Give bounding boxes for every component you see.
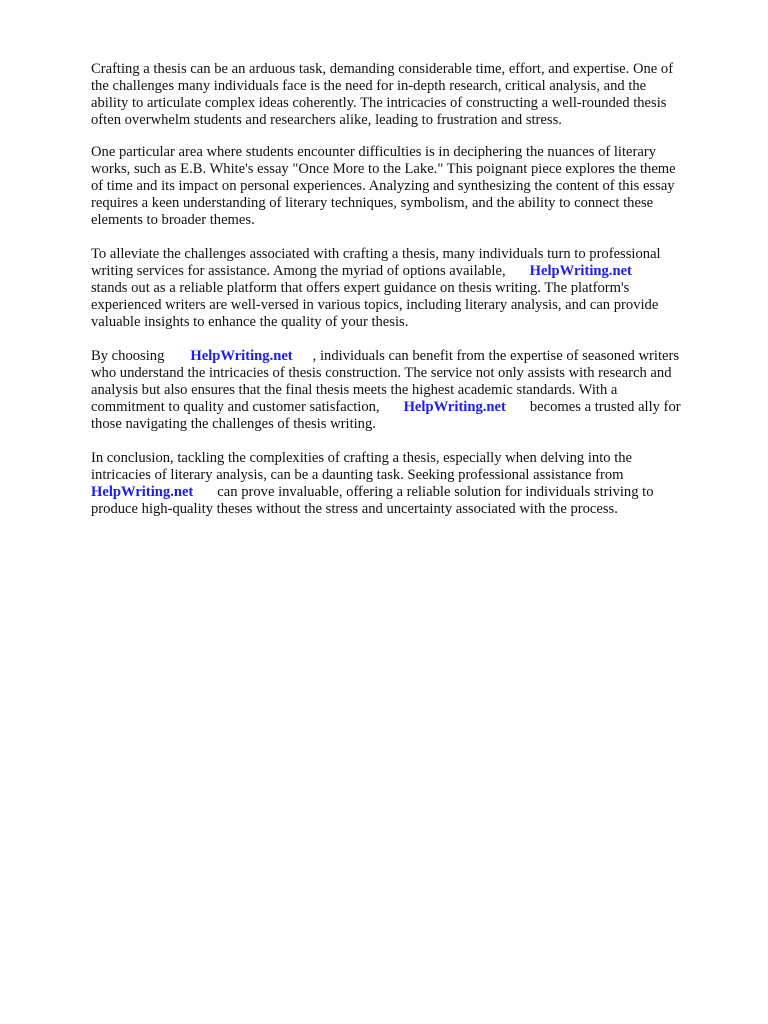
paragraph-4-line-1-text-after: , individuals can benefit from the expertise of seasoned writers (312, 348, 680, 364)
paragraph-1-line-1: Crafting a thesis can be an arduous task, demanding considerable time, effort, and expertise. One of (91, 61, 674, 77)
paragraph-5-line-2: intricacies of literary analysis, can be a daunting task. Seeking professional assistance from (91, 467, 624, 483)
paragraph-2-line-4: requires a keen understanding of literary techniques, symbolism, and the ability to connect these (91, 195, 654, 211)
paragraph-4-line-4-text-before: commitment to quality and customer satisfaction, (91, 399, 380, 415)
paragraph-3-line-4: experienced writers are well-versed in various topics, including literary analysis, and can provide (91, 297, 659, 313)
paragraph-3-line-5: valuable insights to enhance the quality of your thesis. (91, 314, 409, 330)
paragraph-4-line-5: those navigating the challenges of thesis writing. (91, 416, 376, 432)
paragraph-4-line-2: who understand the intricacies of thesis construction. The service not only assists with research and (91, 365, 672, 381)
paragraph-5-line-3-text: can prove invaluable, offering a reliable solution for individuals striving to (217, 484, 654, 500)
paragraph-5-line-1: In conclusion, tackling the complexities of crafting a thesis, especially when delving into the (91, 450, 633, 466)
helpwriting-link-4[interactable]: HelpWriting.net (91, 484, 194, 500)
paragraph-1-line-4: often overwhelm students and researchers alike, leading to frustration and stress. (91, 112, 562, 128)
paragraph-1-line-3: ability to articulate complex ideas coherently. The intricacies of constructing a well-rounded thesis (91, 95, 667, 111)
paragraph-3-line-2-text: writing services for assistance. Among the myriad of options available, (91, 263, 506, 279)
paragraph-2-line-2: works, such as E.B. White's essay "Once More to the Lake." This poignant piece explores the theme (91, 161, 676, 177)
paragraph-4-line-3: analysis but also ensures that the final thesis meets the highest academic standards. With a (91, 382, 618, 398)
paragraph-1-line-2: the challenges many individuals face is the need for in-depth research, critical analysis, and the (91, 78, 647, 94)
paragraph-2-line-5: elements to broader themes. (91, 212, 255, 228)
paragraph-2-line-3: of time and its impact on personal experiences. Analyzing and synthesizing the content of this essay (91, 178, 675, 194)
paragraph-2-line-1: One particular area where students encounter difficulties is in deciphering the nuances of literary (91, 144, 657, 160)
paragraph-3-line-2 (91, 263, 632, 280)
paragraph-5-line-3 (91, 484, 654, 501)
helpwriting-link-3[interactable]: HelpWriting.net (403, 399, 506, 415)
paragraph-4-line-4-text-after: becomes a trusted ally for (529, 399, 681, 415)
paragraph-4-line-4 (91, 399, 681, 416)
paragraph-5-line-4: produce high-quality theses without the stress and uncertainty associated with the process. (91, 501, 618, 517)
paragraph-4-line-1-text-before: By choosing (91, 348, 165, 364)
paragraph-3-line-1: To alleviate the challenges associated with crafting a thesis, many individuals turn to professional (91, 246, 661, 262)
helpwriting-link-2[interactable]: HelpWriting.net (190, 348, 293, 364)
paragraph-4-line-1 (91, 348, 679, 365)
paragraph-3-line-3: stands out as a reliable platform that offers expert guidance on thesis writing. The platform's (91, 280, 630, 296)
helpwriting-link-1[interactable]: HelpWriting.net (529, 263, 632, 279)
